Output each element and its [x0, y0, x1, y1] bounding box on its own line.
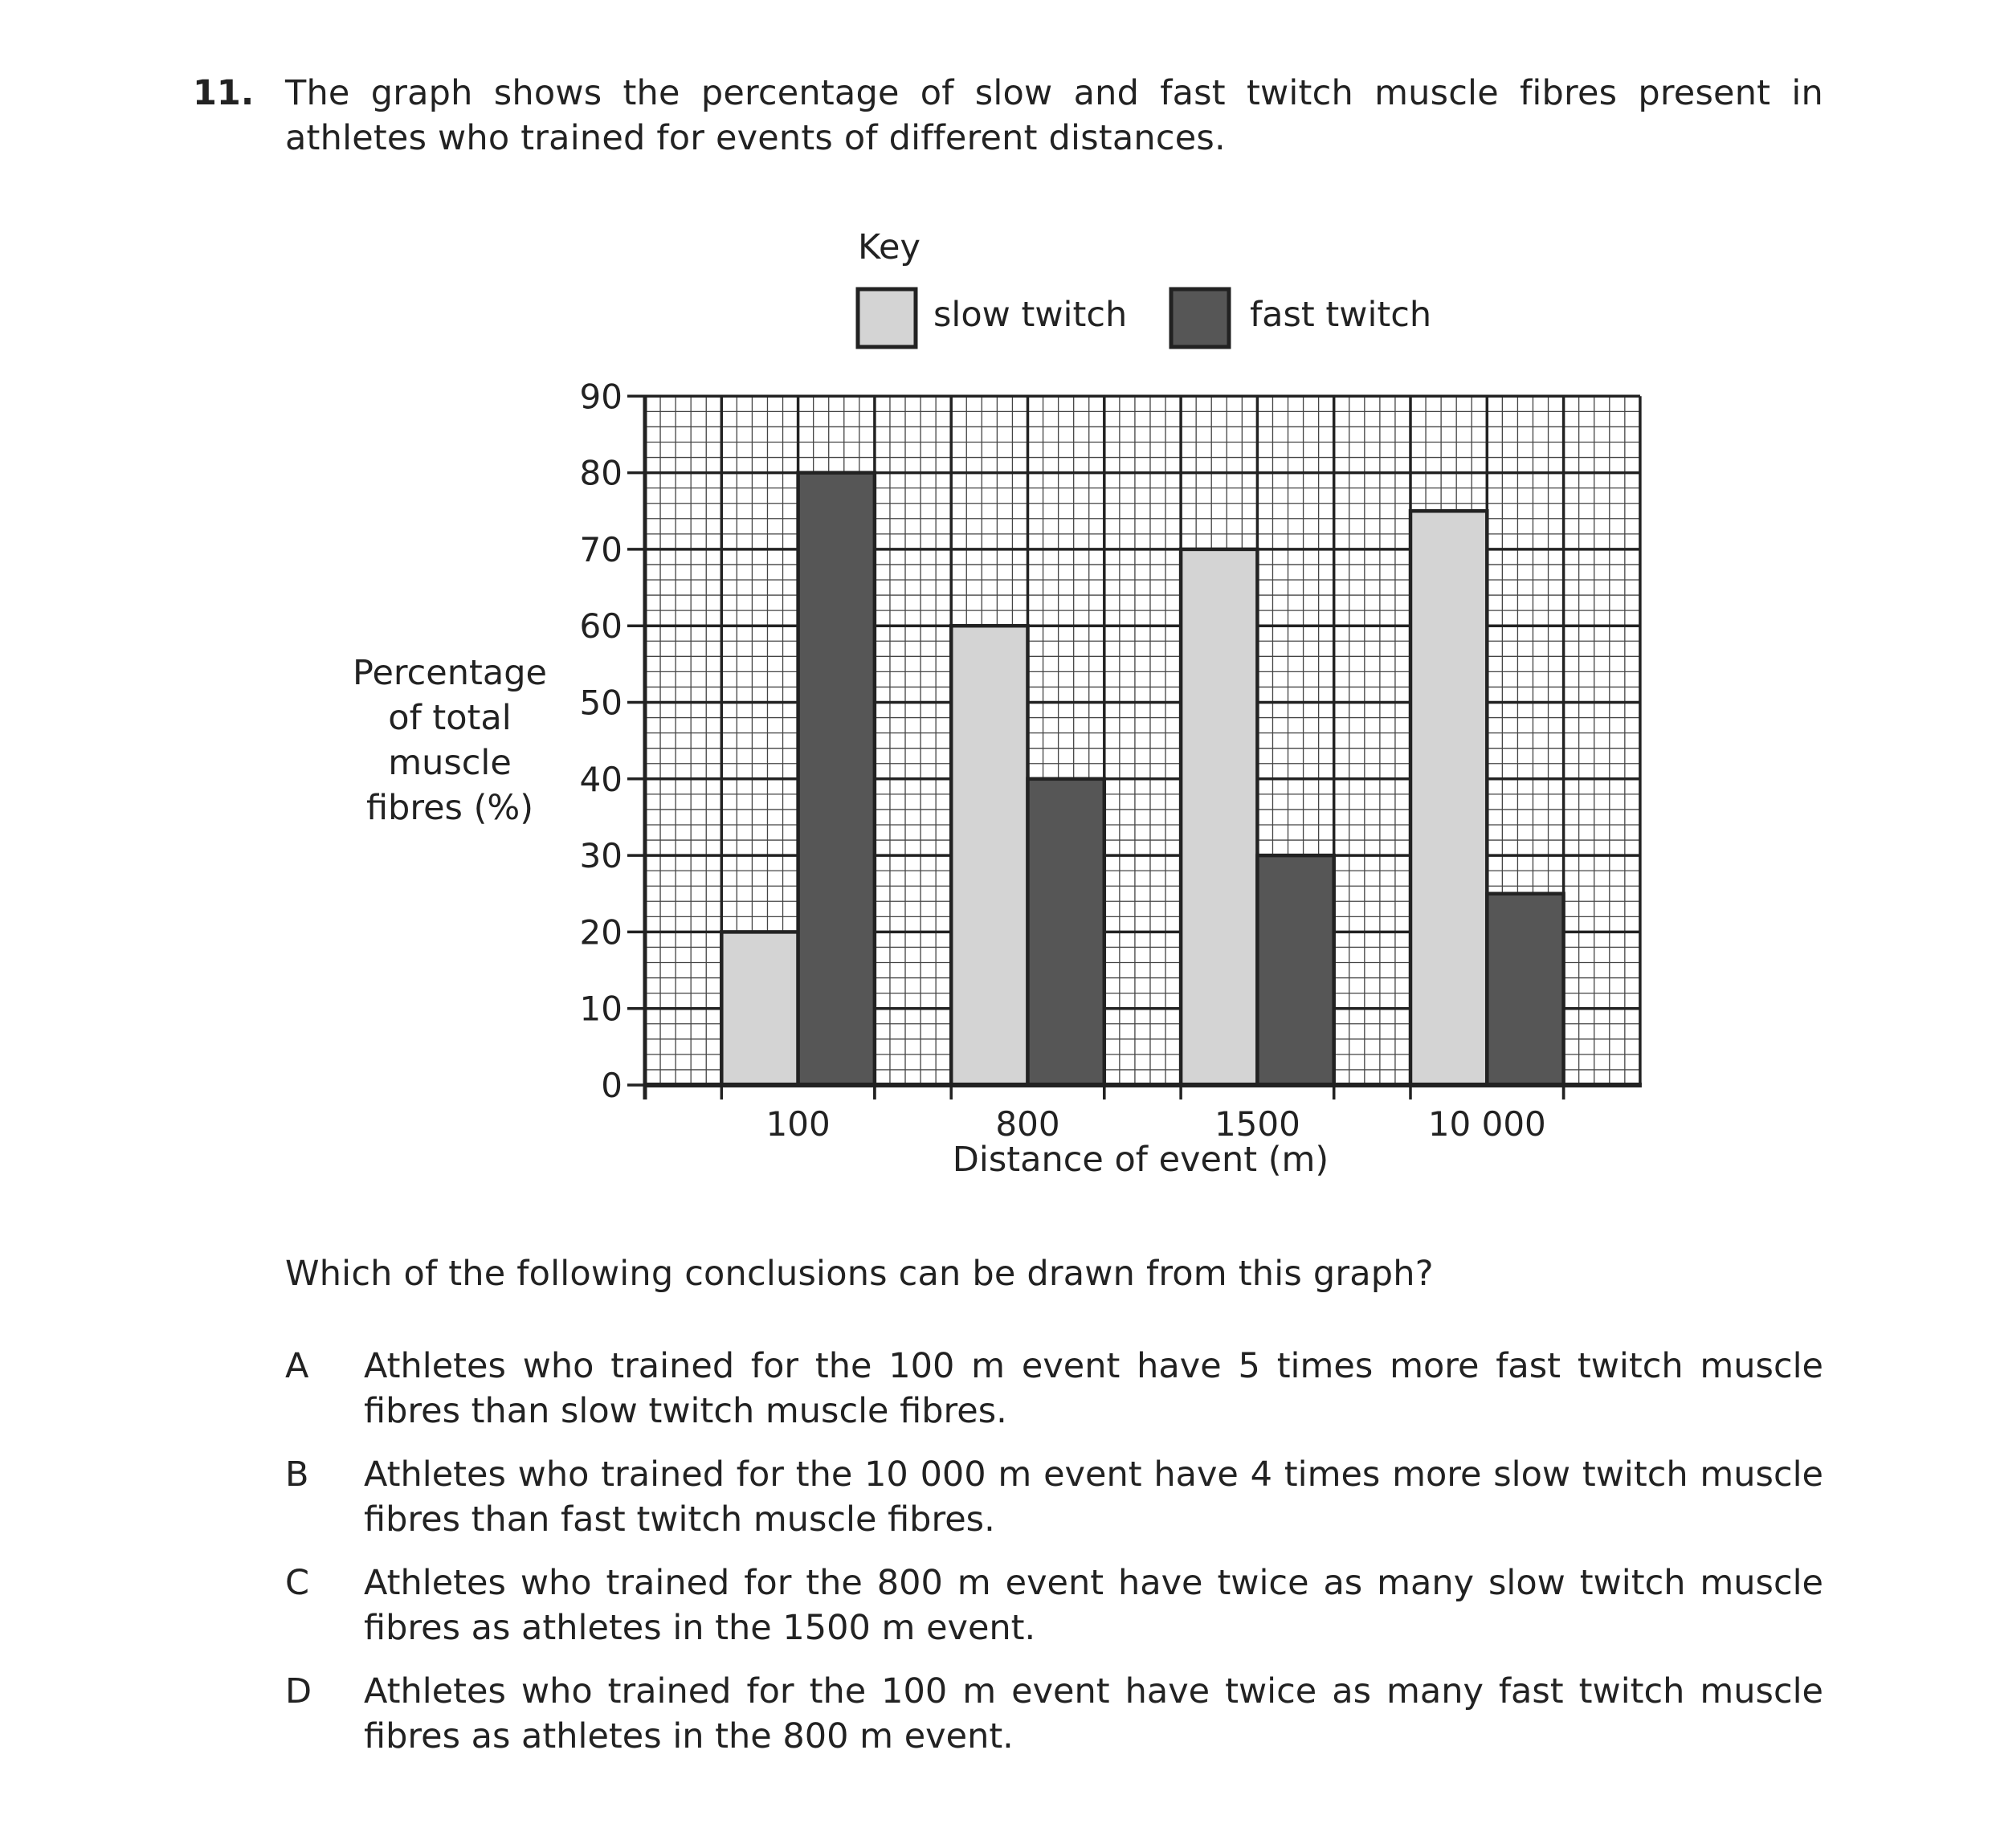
y-axis-label-line: Percentage: [353, 653, 547, 693]
legend: [858, 227, 1431, 347]
x-tick-label: 1500: [1214, 1104, 1300, 1144]
option-d-letter: D: [285, 1671, 312, 1711]
y-tick-label: 70: [579, 529, 622, 569]
x-tick-label: 800: [995, 1104, 1060, 1144]
bar-fast-100: [798, 473, 875, 1085]
y-tick-label: 20: [579, 912, 622, 953]
x-axis-label: Distance of event (m): [952, 1140, 1329, 1180]
y-tick-label: 40: [579, 759, 622, 799]
bar-slow-10000: [1410, 511, 1487, 1085]
question-text: The graph shows the percentage of slow and fast twitch muscle fibres present in athletes who trained for events of different distances.: [285, 73, 1823, 158]
y-tick-label: 80: [579, 453, 622, 493]
legend-label-slow: slow twitch: [933, 295, 1128, 335]
option-b-text: Athletes who trained for the 10 000 m event have 4 times more slow twitch muscle fibres than fast twitch muscle fibres.: [364, 1454, 1823, 1540]
y-tick-labels: [580, 377, 622, 1105]
y-axis-label-line: muscle: [388, 743, 512, 783]
x-tick-label: 100: [765, 1104, 831, 1144]
y-tick-label: 50: [579, 683, 622, 723]
y-tick-label: 60: [579, 606, 622, 647]
option-b-letter: B: [285, 1454, 309, 1495]
legend-title: Key: [858, 227, 920, 267]
bar-slow-800: [951, 626, 1027, 1085]
y-tick-label: 10: [579, 989, 622, 1029]
option-a-letter: A: [285, 1346, 309, 1386]
y-axis-label-line: of total: [388, 698, 512, 738]
bar-fast-800: [1028, 779, 1104, 1085]
question-ask: Which of the following conclusions can be drawn from this graph?: [285, 1254, 1434, 1294]
legend-label-fast: fast twitch: [1250, 295, 1432, 335]
y-tick-label: 30: [579, 836, 622, 876]
bar-fast-10000: [1487, 894, 1563, 1085]
bar-fast-1500: [1257, 855, 1333, 1085]
x-tick-label: 10 000: [1427, 1104, 1546, 1144]
y-axis-label: [353, 653, 547, 828]
option-d-text: Athletes who trained for the 100 m event have twice as many fast twitch muscle fibres as athletes in the 800 m event.: [364, 1671, 1823, 1756]
y-tick-label: 90: [579, 377, 622, 417]
y-tick-label: 0: [601, 1066, 622, 1105]
question-number: 11.: [193, 73, 255, 113]
y-axis-label-line: fibres (%): [365, 788, 534, 828]
option-a-text: Athletes who trained for the 100 m event have 5 times more fast twitch muscle fibres than slow twitch muscle fibres.: [364, 1346, 1823, 1431]
x-tick-labels: [766, 1104, 1546, 1144]
option-c-text: Athletes who trained for the 800 m event have twice as many slow twitch muscle fibres as athletes in the 1500 m event.: [364, 1563, 1823, 1648]
bar-slow-1500: [1181, 549, 1257, 1085]
legend-swatch-slow: [858, 289, 916, 347]
option-c-letter: C: [285, 1563, 310, 1603]
legend-swatch-fast: [1171, 289, 1229, 347]
bar-slow-100: [721, 932, 798, 1085]
